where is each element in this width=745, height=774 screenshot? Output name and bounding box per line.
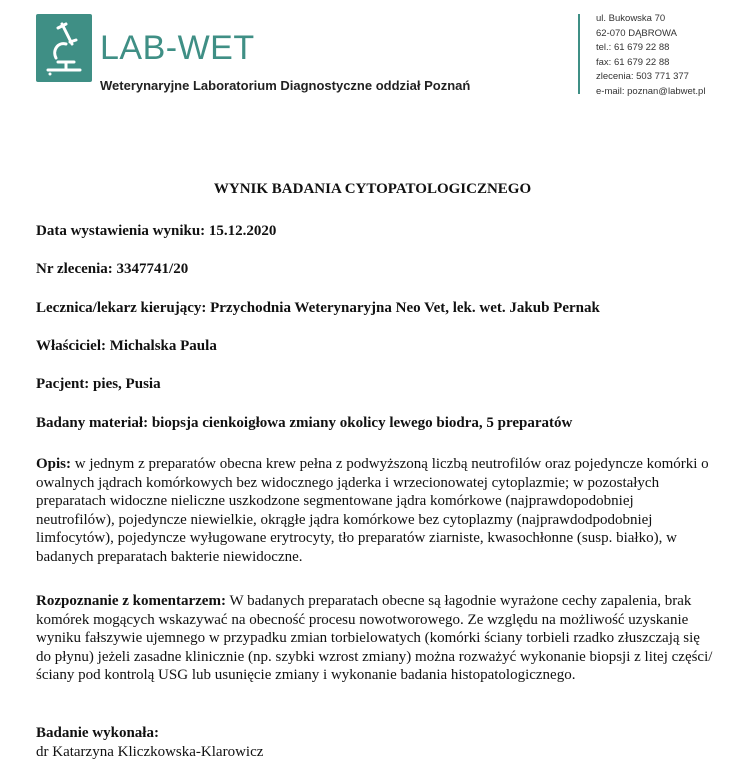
contact-email[interactable]: e-mail: poznan@labwet.pl [596,85,706,97]
letterhead [0,0,745,110]
material: Badany materiał: biopsja cienkoigłowa zmiany okolicy lewego biodra, 5 preparatów [36,415,573,431]
description-label: Opis: [36,456,72,472]
brand-name: LAB-WET [100,29,255,67]
diagnosis [36,592,716,685]
owner: Właściciel: Michalska Paula [36,338,217,354]
microscope-icon [36,14,92,82]
patient: Pacjent: pies, Pusia [36,376,161,392]
lab-subtitle: Weterynaryjne Laboratorium Diagnostyczne oddział Poznań [100,78,471,93]
diagnosis-text: W badanych preparatach obecne są łagodnie wyrażone cechy zapalenia, brak komórek mogących wskazywać na obecność procesu nowotworowego. Ze względu na możliwość uzyskanie wyniku fałszywie ujemnego w przypadku zmian torbielowatych (komórki ściany torbieli rzadko złuszczają się do płynu) jeżeli zasadne klinicznie (np. szybki wzrost zmiany) można rozważyć wykonanie biopsji z litej części/ ściany pod kontrolą USG lub usunięcie zmiany i wykonanie badania histopatologicznego. [36,593,713,684]
description-text: w jednym z preparatów obecna krew pełna z podwyższoną liczbą neutrofilów oraz pojedyncze komórki o owalnych jądrach komórkowych bez widocznego jąderka i wrzecionowatej cytoplazmie; w pozostałych preparatach widoczne nieliczne uszkodzone segmentowane jądra komórkowe (najprawdopodobniej neutrofilów), pojedyncze niewielkie, okrągłe jądra komórkowe bez cytoplazmy (najprawdodpodobniej limfocytów), pojedyncze wyługowane erytrocyty, tło preparatów ziarniste, kwasochłonne (susp. białko), w badanych preparatach bakterie niewidoczne. [36,456,709,565]
header-divider [578,14,580,94]
diagnosis-label: Rozpoznanie z komentarzem: [36,593,226,609]
contact-block [596,12,705,100]
logo [36,14,92,82]
issue-date: Data wystawienia wyniku: 15.12.2020 [36,223,277,239]
contact-fax: fax: 61 679 22 88 [596,56,670,68]
order-number: Nr zlecenia: 3347741/20 [36,261,189,277]
contact-phone: tel.: 61 679 22 88 [596,42,670,54]
description [36,455,716,567]
performed-by-name: dr Katarzyna Kliczkowska-Klarowicz [36,744,264,760]
report-title: WYNIK BADANIA CYTOPATOLOGICZNEGO [213,181,532,197]
contact-orders: zlecenia: 503 771 377 [596,71,689,83]
performed-by-label: Badanie wykonała: [36,725,159,741]
contact-address: ul. Bukowska 70 [596,13,666,24]
referring-clinic: Lecznica/lekarz kierujący: Przychodnia Weterynaryjna Neo Vet, lek. wet. Jakub Pernak [36,300,600,316]
contact-postal: 62-070 DĄBROWA [596,27,677,39]
